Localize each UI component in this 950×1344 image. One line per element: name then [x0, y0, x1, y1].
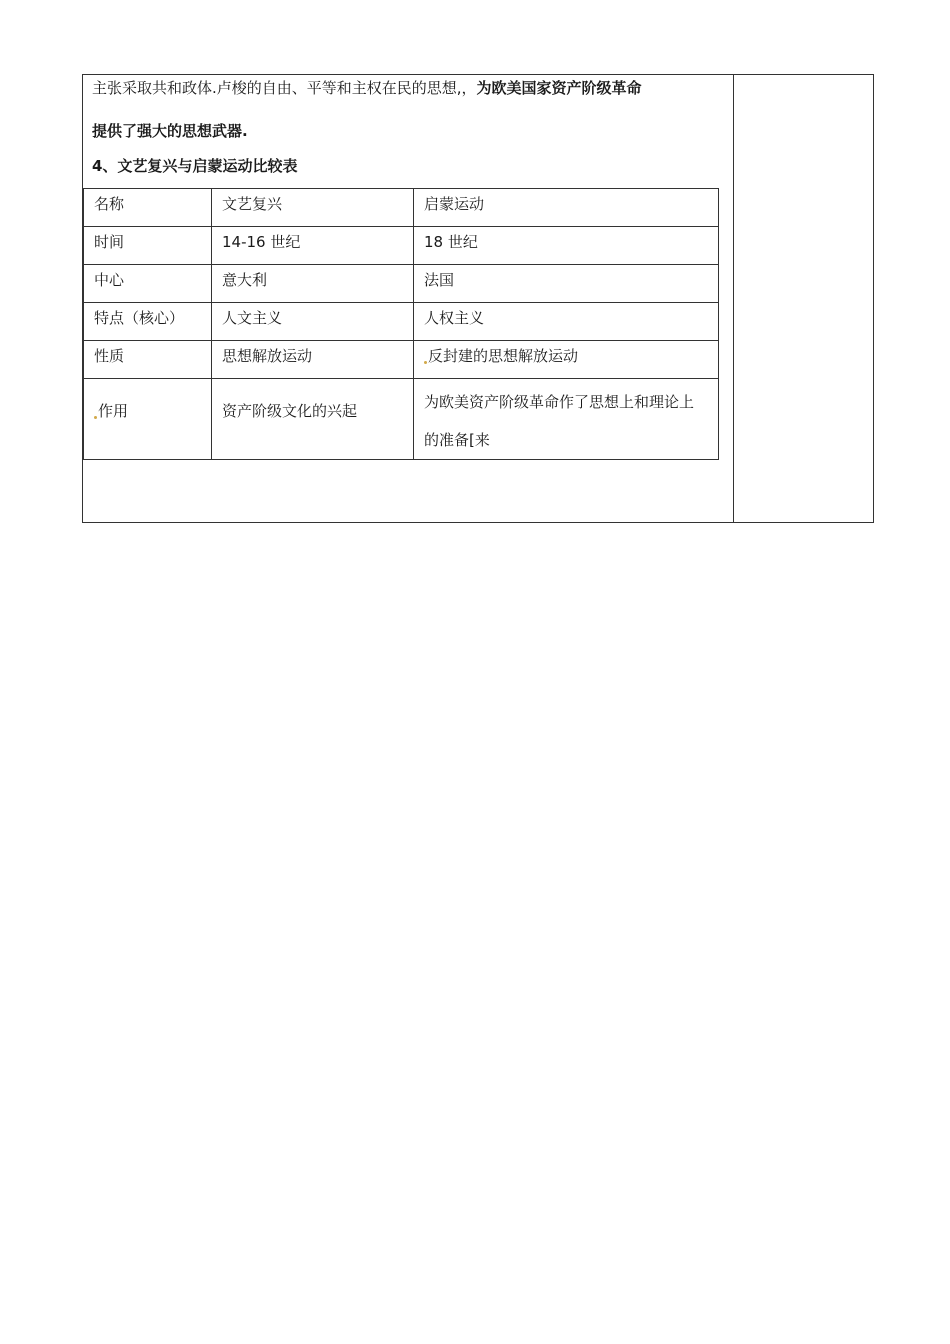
table-cell: 文艺复兴 [212, 189, 414, 227]
table-cell: 思想解放运动 [212, 341, 414, 379]
table-cell: 性质 [84, 341, 212, 379]
comparison-table [83, 188, 719, 460]
table-row [84, 189, 719, 227]
table-cell: 18 世纪 [414, 227, 719, 265]
table-row [84, 265, 719, 303]
table-cell: 意大利 [212, 265, 414, 303]
table-cell: 人权主义 [414, 303, 719, 341]
table-cell: 启蒙运动 [414, 189, 719, 227]
table-cell [84, 379, 212, 460]
table-cell: 人文主义 [212, 303, 414, 341]
table-row [84, 341, 719, 379]
intro-line-1-text: 主张采取共和政体.卢梭的自由、平等和主权在民的思想,， [92, 79, 477, 97]
table-row [84, 379, 719, 460]
section-heading: 4、文艺复兴与启蒙运动比较表 [92, 157, 298, 175]
table-cell: 特点（核心） [84, 303, 212, 341]
table-cell-text: 反封建的思想解放运动 [428, 347, 579, 365]
table-row [84, 303, 719, 341]
table-cell: 资产阶级文化的兴起 [212, 379, 414, 460]
intro-line-1 [92, 78, 642, 98]
table-cell [414, 341, 719, 379]
dot-mark [424, 361, 427, 364]
intro-line-2: 提供了强大的思想武器. [92, 122, 248, 140]
table-cell: 名称 [84, 189, 212, 227]
column-divider [733, 75, 734, 522]
table-cell: 为欧美资产阶级革命作了思想上和理论上的准备[来 [414, 379, 719, 460]
table-cell: 法国 [414, 265, 719, 303]
table-row [84, 227, 719, 265]
table-cell: 中心 [84, 265, 212, 303]
table-cell-text: 作用 [98, 402, 129, 420]
table-cell: 时间 [84, 227, 212, 265]
content-frame [82, 74, 874, 523]
dot-mark [94, 416, 97, 419]
intro-line-1-bold-text: 为欧美国家资产阶级革命 [476, 79, 642, 97]
table-cell: 14-16 世纪 [212, 227, 414, 265]
